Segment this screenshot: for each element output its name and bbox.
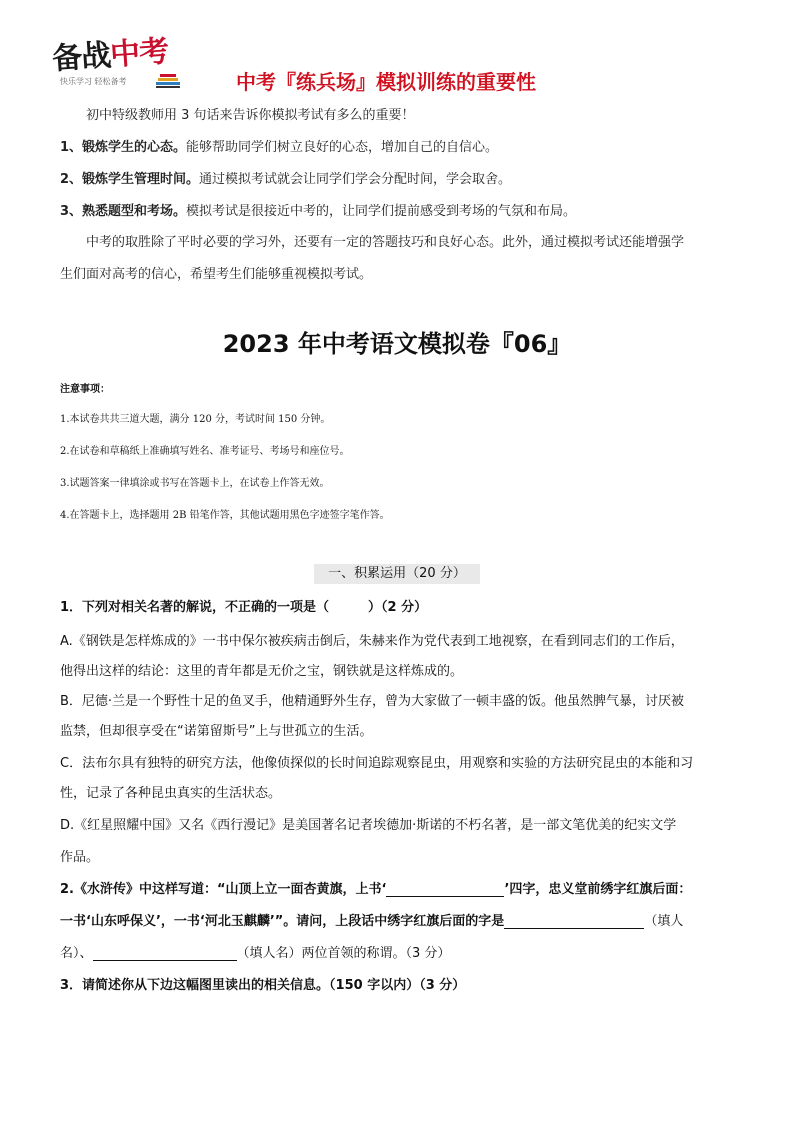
q1-option-a-line2: 他得出这样的结论：这里的青年都是无价之宝，钢铁就是这样炼成的。 (60, 664, 464, 679)
closing-line-1: 中考的取胜除了平时必要的学习外，还要有一定的答题技巧和良好心态。此外，通过模拟考试还能增强学 (86, 235, 685, 250)
point-3-head: 3、熟悉题型和考场。 (60, 204, 187, 219)
q1-option-b-line2: 监禁，但却很享受在“诺第留斯号”上与世孤立的生活。 (60, 724, 373, 739)
q3-stem: 3．请简述你从下边这幅图里读出的相关信息。（150 字以内）（3 分） (60, 978, 466, 993)
q2-part-6: （填人名）两位首领的称谓。（3 分） (236, 946, 451, 961)
point-3-body: 模拟考试是很接近中考的，让同学们提前感受到考场的气氛和布局。 (186, 204, 577, 219)
note-item-1: 1.本试卷共共三道大题，满分 120 分，考试时间 150 分钟。 (60, 414, 331, 425)
note-item-2: 2.在试卷和草稿纸上准确填写姓名、准考证号、考场号和座位号。 (60, 446, 350, 457)
q2-line3 (60, 942, 450, 961)
q1-option-d-line1: D.《红星照耀中国》又名《西行漫记》是美国著名记者埃德加·斯诺的不朽名著，是一部文笔优美的纪实文学 (60, 818, 677, 833)
closing-line-2: 生们面对高考的信心，希望考生们能够重视模拟考试。 (60, 267, 373, 282)
q2-blank-3[interactable] (93, 945, 237, 961)
point-2-body: 通过模拟考试就会让同学们学会分配时间，学会取舍。 (199, 172, 512, 187)
banner-title: 中考『练兵场』模拟训练的重要性 (236, 70, 536, 94)
q2-blank-1[interactable] (386, 881, 504, 897)
q2-part-3: 一书‘山东呼保义’，一书‘河北玉麒麟’”。请问，上段话中绣字红旗后面的字是 (60, 914, 505, 929)
q2-blank-2[interactable] (504, 913, 644, 929)
section-heading: 一、积累运用（20 分） (314, 564, 480, 584)
q2-line2 (60, 910, 683, 929)
logo-text-a: 备战 (51, 38, 112, 77)
exam-title: 2023 年中考语文模拟卷『06』 (222, 330, 572, 358)
q1-stem: 1．下列对相关名著的解说，不正确的一项是（ ）（2 分） (60, 600, 428, 615)
note-item-3: 3.试题答案一律填涂或书写在答题卡上，在试卷上作答无效。 (60, 478, 330, 489)
point-3 (60, 202, 576, 222)
q1-option-d-line2: 作品。 (60, 850, 100, 865)
logo-text (51, 26, 170, 78)
point-2-head: 2、锻炼学生管理时间。 (60, 172, 200, 187)
logo-text-b: 中考 (109, 33, 170, 73)
q2-part-1: 2.《水浒传》中这样写道：“山顶上立一面杏黄旗，上书‘ (60, 882, 387, 897)
q2-part-5: 名）、 (60, 946, 93, 961)
q2-part-2: ’四字，忠义堂前绣字红旗后面： (504, 882, 692, 897)
q1-option-c-line1: C．法布尔具有独特的研究方法，他像侦探似的长时间追踪观察昆虫，用观察和实验的方法研究昆虫的本能和习 (60, 756, 694, 771)
point-1-body: 能够帮助同学们树立良好的心态，增加自己的自信心。 (186, 140, 499, 155)
intro-text: 初中特级教师用 3 句话来告诉你模拟考试有多么的重要！ (86, 108, 415, 123)
q1-option-b-line1: B．尼德·兰是一个野性十足的鱼叉手，他精通野外生存，曾为大家做了一顿丰盛的饭。他虽然脾气暴，讨厌被 (60, 694, 685, 709)
notes-title: 注意事项： (60, 384, 110, 395)
logo-subtitle: 快乐学习 轻松备考 (60, 77, 127, 86)
point-2 (60, 170, 511, 190)
logo (52, 30, 212, 96)
q1-option-a-line1: A.《钢铁是怎样炼成的》一书中保尔被疾病击倒后，朱赫来作为党代表到工地视察，在看到同志们的工作后， (60, 634, 684, 649)
q2-line1 (60, 878, 691, 897)
q2-part-4: （填人 (644, 914, 684, 929)
note-item-4: 4.在答题卡上，选择题用 2B 铅笔作答，其他试题用黑色字迹签字笔作答。 (60, 510, 390, 521)
point-1 (60, 138, 498, 158)
books-icon (156, 74, 180, 88)
point-1-head: 1、锻炼学生的心态。 (60, 140, 187, 155)
q1-option-c-line2: 性，记录了各种昆虫真实的生活状态。 (60, 786, 282, 801)
